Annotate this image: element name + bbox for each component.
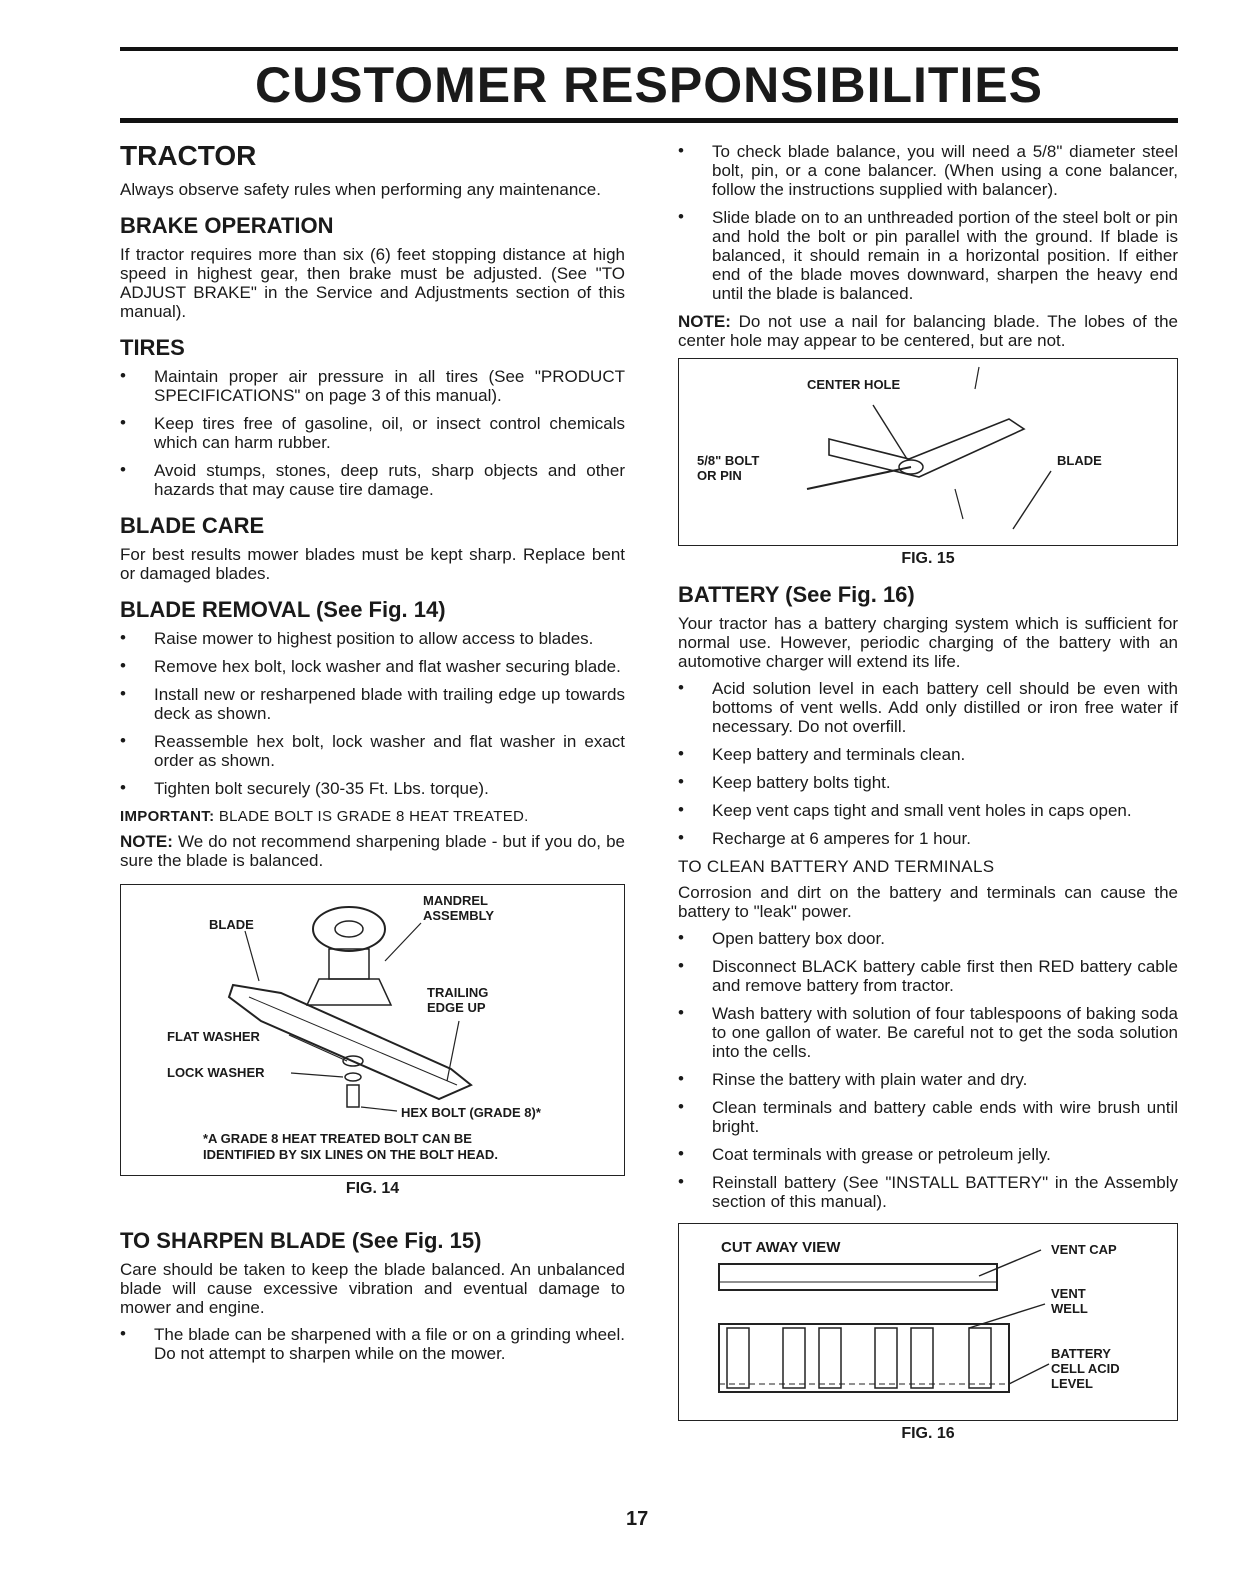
clean-battery-list	[678, 929, 1178, 1211]
page-number: 17	[626, 1508, 649, 1530]
list-item: • Remove hex bolt, lock washer and flat washer securing blade.	[120, 656, 621, 676]
list-item: • Rinse the battery with plain water and dry.	[678, 1069, 1028, 1089]
sharpen-heading: TO SHARPEN BLADE (See Fig. 15)	[120, 1228, 482, 1253]
list-item: • Install new or resharpened blade with trailing edge up towards deck as shown.	[120, 684, 625, 723]
blade-note: NOTE: We do not recommend sharpening blade - but if you do, be sure the blade is balanced.	[120, 832, 626, 870]
sharpen-text: Care should be taken to keep the blade balanced. An unbalanced blade will cause excessive vibration and eventual damage to mower and engine.	[120, 1260, 625, 1317]
battery-text: Your tractor has a battery charging system which is sufficient for normal use. However, periodic charging of the battery with an automotive charger will extend its life.	[678, 614, 1178, 671]
blade-removal-list	[120, 629, 625, 798]
title-underline	[120, 118, 1178, 123]
blade-care-text: For best results mower blades must be kept sharp. Replace bent or damaged blades.	[120, 545, 625, 583]
right-column	[678, 142, 1178, 1453]
fig14-footnote-line1: *A GRADE 8 HEAT TREATED BOLT CAN BE	[203, 1131, 472, 1146]
list-item: • Slide blade on to an unthreaded portion of the steel bolt or pin and hold the bolt or pin parallel with the ground. If blade is balanced, it should remain in a horizontal position. If either end of the blade moves downward, sharpen the heavy end until the blade is balanced.	[678, 207, 1178, 303]
list-item: • Acid solution level in each battery cell should be even with bottoms of vent wells. Add only distilled or iron free water if necessary. Do not overfill.	[678, 678, 1178, 736]
list-item: • Open battery box door.	[678, 928, 885, 948]
brake-text: If tractor requires more than six (6) feet stopping distance at high speed in highest gear, then brake must be adjusted. (See "TO ADJUST BRAKE" in the Service and Adjustments section of this manual).	[120, 245, 625, 321]
fig16-caption: FIG. 16	[901, 1425, 955, 1442]
balance-list	[678, 142, 1178, 303]
list-item: • Clean terminals and battery cable ends with wire brush until bright.	[678, 1097, 1178, 1136]
list-item: • Keep battery bolts tight.	[678, 772, 891, 792]
brake-heading: BRAKE OPERATION	[120, 213, 334, 238]
page-title: CUSTOMER RESPONSIBILITIES	[254, 57, 1044, 113]
list-item: • The blade can be sharpened with a file or on a grinding wheel. Do not attempt to sharpen while on the mower.	[120, 1324, 625, 1363]
list-item: • Disconnect BLACK battery cable first then RED battery cable and remove battery from tractor.	[678, 956, 1178, 995]
list-item: • Keep battery and terminals clean.	[678, 744, 966, 764]
fig14-lock-washer-label: LOCK WASHER	[167, 1065, 265, 1080]
fig15-blade-label: BLADE	[1057, 453, 1102, 468]
fig14-blade-label: BLADE	[209, 917, 254, 932]
blade-removal-heading: BLADE REMOVAL (See Fig. 14)	[120, 597, 446, 622]
list-item: • Reassemble hex bolt, lock washer and flat washer in exact order as shown.	[120, 731, 625, 770]
list-item: • Raise mower to highest position to allow access to blades.	[120, 628, 594, 648]
tires-list	[120, 367, 625, 499]
tractor-text: Always observe safety rules when performing any maintenance.	[120, 180, 601, 199]
figure-16	[678, 1223, 1178, 1421]
fig14-mandrel-label: MANDREL ASSEMBLY	[423, 893, 495, 923]
list-item: • Reinstall battery (See "INSTALL BATTERY" in the Assembly section of this manual).	[678, 1172, 1178, 1211]
list-item: • Keep vent caps tight and small vent holes in caps open.	[678, 800, 1132, 820]
important-note: IMPORTANT: BLADE BOLT IS GRADE 8 HEAT TREATED.	[120, 808, 529, 825]
list-item: • Coat terminals with grease or petroleum jelly.	[678, 1144, 1051, 1164]
clean-battery-text: Corrosion and dirt on the battery and terminals can cause the battery to "leak" power.	[678, 883, 1178, 921]
figure-15	[678, 358, 1178, 546]
fig16-vent-cap-label: VENT CAP	[1051, 1242, 1117, 1257]
fig15-caption: FIG. 15	[901, 550, 955, 567]
top-rule	[120, 47, 1178, 51]
list-item: • Keep tires free of gasoline, oil, or insect control chemicals which can harm rubber.	[120, 413, 625, 452]
tractor-heading: TRACTOR	[120, 140, 257, 171]
battery-heading: BATTERY (See Fig. 16)	[678, 582, 915, 607]
blade-balance-illustration	[679, 359, 1177, 545]
clean-battery-heading: TO CLEAN BATTERY AND TERMINALS	[678, 857, 995, 876]
fig14-trailing-label: TRAILING EDGE UP	[427, 985, 489, 1015]
list-item: • Tighten bolt securely (30-35 Ft. Lbs. torque).	[120, 778, 489, 798]
fig16-acid-level-label: BATTERY CELL ACID LEVEL	[1051, 1346, 1120, 1391]
fig14-footnote-line2: IDENTIFIED BY SIX LINES ON THE BOLT HEAD.	[203, 1147, 498, 1162]
left-column	[120, 136, 625, 1372]
fig15-center-hole-label: CENTER HOLE	[807, 377, 901, 392]
list-item: • Recharge at 6 amperes for 1 hour.	[678, 828, 971, 848]
battery-list	[678, 679, 1178, 848]
figure-14	[120, 884, 625, 1176]
blade-care-heading: BLADE CARE	[120, 513, 265, 538]
tires-heading: TIRES	[120, 335, 185, 360]
list-item: • Maintain proper air pressure in all tires (See "PRODUCT SPECIFICATIONS" on page 3 of this manual).	[120, 366, 625, 405]
fig15-bolt-label: 5/8" BOLT OR PIN	[697, 453, 760, 483]
list-item: • Avoid stumps, stones, deep ruts, sharp objects and other hazards that may cause tire damage.	[120, 460, 625, 499]
fig14-caption: FIG. 14	[345, 1180, 400, 1197]
sharpen-list	[120, 1325, 625, 1363]
fig16-cutaway-label: CUT AWAY VIEW	[721, 1239, 841, 1256]
list-item: • Wash battery with solution of four tablespoons of baking soda to one gallon of water. Be careful not to get the soda solution into the cells.	[678, 1003, 1178, 1061]
fig16-vent-well-label: VENT WELL	[1051, 1286, 1088, 1316]
fig14-hex-bolt-label: HEX BOLT (GRADE 8)*	[401, 1105, 541, 1120]
list-item: • To check blade balance, you will need a 5/8" diameter steel bolt, pin, or a cone balancer. (When using a cone balancer, follow the instructions supplied with balancer).	[678, 141, 1178, 199]
balance-note: NOTE: Do not use a nail for balancing blade. The lobes of the center hole may appear to be centered, but are not.	[678, 312, 1178, 350]
fig14-flat-washer-label: FLAT WASHER	[167, 1029, 260, 1044]
